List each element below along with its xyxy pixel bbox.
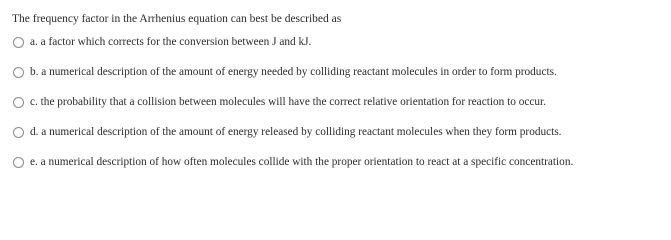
question-block xyxy=(12,12,662,185)
option-b[interactable] xyxy=(12,65,662,79)
radio-button-icon[interactable] xyxy=(13,37,24,48)
option-a[interactable] xyxy=(12,35,662,49)
option-e-label[interactable]: e. a numerical description of how often molecules collide with the proper orientation to react at a specific concentration. xyxy=(30,156,574,168)
option-b-label[interactable]: b. a numerical description of the amount of energy needed by colliding reactant molecules in order to form products. xyxy=(30,66,557,78)
answer-options xyxy=(12,35,662,169)
radio-button-icon[interactable] xyxy=(13,97,24,108)
radio-button-icon[interactable] xyxy=(13,67,24,78)
option-c[interactable] xyxy=(12,95,662,109)
question-stem: The frequency factor in the Arrhenius equation can best be described as xyxy=(12,13,342,25)
option-d-label[interactable]: d. a numerical description of the amount of energy released by colliding reactant molecules when they form products. xyxy=(30,126,562,138)
option-c-label[interactable]: c. the probability that a collision between molecules will have the correct relative orientation for reaction to occur. xyxy=(30,96,547,108)
option-e[interactable] xyxy=(12,155,662,169)
option-d[interactable] xyxy=(12,125,662,139)
radio-button-icon[interactable] xyxy=(13,157,24,168)
radio-button-icon[interactable] xyxy=(13,127,24,138)
option-a-label[interactable]: a. a factor which corrects for the conversion between J and kJ. xyxy=(30,36,312,48)
